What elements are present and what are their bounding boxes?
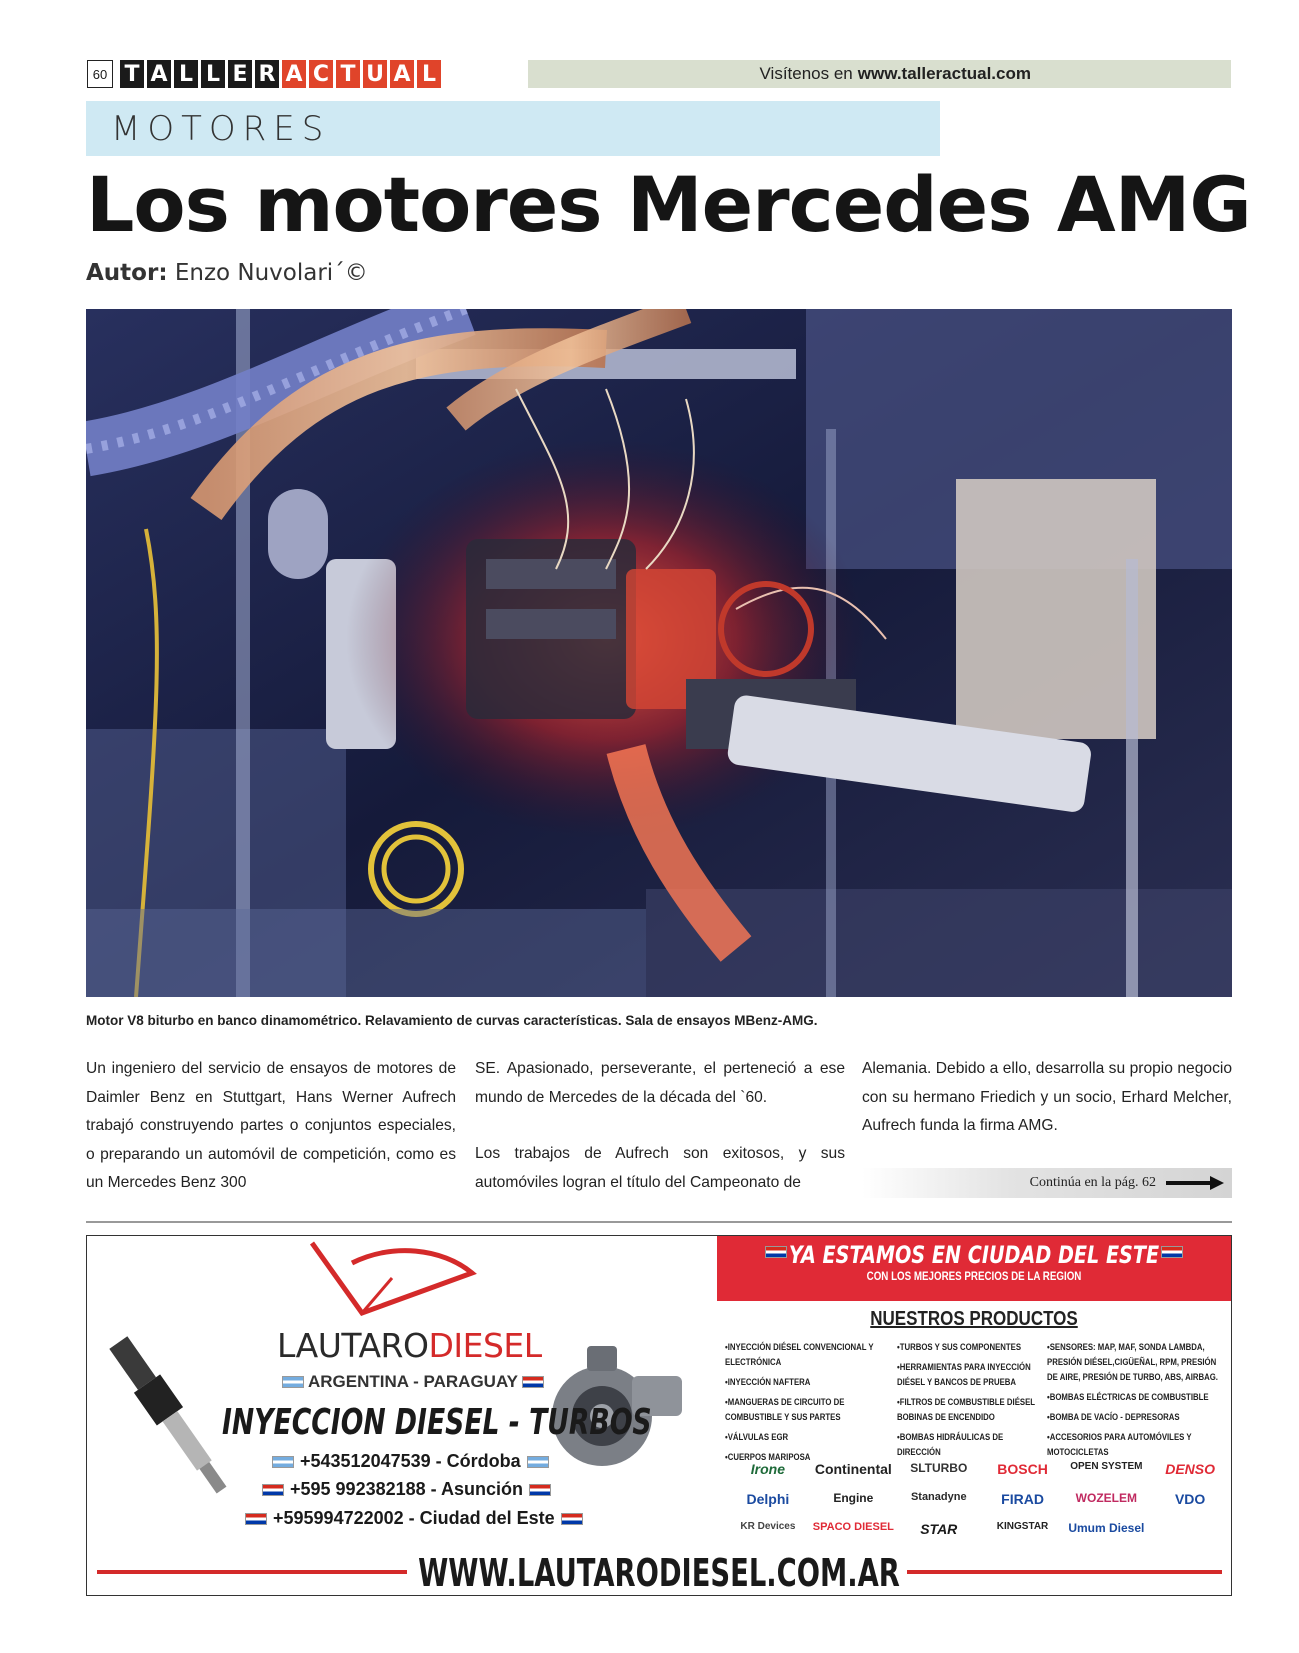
visit-prefix: Visítenos en [759,64,853,83]
products-column-3 [1047,1340,1219,1465]
page-number: 60 [87,60,113,88]
logo-letter: A [282,60,306,88]
product-item: •BOMBAS ELÉCTRICAS DE COMBUSTIBLE [1047,1392,1209,1403]
magazine-logo[interactable] [120,60,441,88]
products-column-2 [897,1340,1045,1465]
brand-logo: Irone [750,1461,785,1477]
injector-icon [107,1326,237,1516]
product-item: •INYECCIÓN DIÉSEL CONVENCIONAL Y ELECTRÓNICA [725,1342,874,1368]
ad-url-link[interactable]: WWW.LAUTARODIESEL.COM.AR [418,1551,900,1595]
brand-logo: Delphi [746,1491,790,1507]
photo-caption: Motor V8 biturbo en banco dinamométrico. Relavamiento de curvas características. Sala de ensayos MBenz-AMG. [86,1013,818,1028]
phone-text: +543512047539 - Córdoba [300,1451,521,1471]
logo-letter: L [174,60,198,88]
logo-letter: R [255,60,279,88]
logo-letter: L [201,60,225,88]
flag-paraguay-icon [522,1376,544,1388]
logo-letter: L [417,60,441,88]
ad-right-panel [717,1236,1231,1536]
brand-logo: WOZELEM [1075,1491,1137,1505]
brand-logo: VDO [1174,1491,1206,1507]
phone-cordoba[interactable] [272,1451,549,1472]
product-item: •VÁLVULAS EGR [725,1432,789,1443]
logo-letter: C [309,60,333,88]
phone-asuncion[interactable] [262,1479,551,1500]
ad-banner [717,1236,1231,1301]
flag-paraguay-icon [262,1484,284,1496]
divider [86,1221,1232,1223]
product-item: •FILTROS DE COMBUSTIBLE DIÉSEL BOBINAS DE ENCENDIDO [897,1397,1035,1423]
logo-letter: E [228,60,252,88]
brand-logo: BOSCH [997,1461,1048,1477]
engine-dyno-photo [86,309,1232,997]
lautaro-diesel-ad[interactable] [86,1235,1232,1596]
product-item: •CUERPOS MARIPOSA [725,1452,811,1463]
product-item: •ACCESORIOS PARA AUTOMÓVILES Y MOTOCICLETAS [1047,1432,1192,1458]
brand-logo: Stanadyne [910,1491,967,1503]
section-label: MOTORES [111,109,331,149]
flag-paraguay-icon [561,1513,583,1525]
products-title: NUESTROS PRODUCTOS [870,1308,1078,1330]
phone-text: +595994722002 - Ciudad del Este [273,1508,555,1528]
article-column-1 [86,1055,456,1198]
brand-logo: DENSO [1165,1461,1215,1477]
brand-logo: Engine [833,1491,874,1505]
paragraph: Los trabajos de Aufrech son exitosos, y sus automóviles logran el título del Campeonato de [475,1145,845,1191]
paragraph: Un ingeniero del servicio de ensayos de motores de Daimler Benz en Stuttgart, Hans Werner Aufrech trabajó construyendo partes o conjuntos especiales, o preparando un automóvil de competición, como es un Mercedes Benz 300 [86,1060,456,1191]
visit-url-link[interactable]: www.talleractual.com [857,64,1031,83]
brand-part: DIESEL [428,1326,542,1365]
ad-countries [282,1372,544,1392]
author-name: Enzo Nuvolari´© [174,260,368,286]
brand-logo: OPEN SYSTEM [1070,1461,1143,1472]
visit-bar [528,60,1231,88]
product-item: •HERRAMIENTAS PARA INYECCIÓN DIÉSEL Y BANCOS DE PRUEBA [897,1362,1031,1388]
arrow-right-icon [1166,1177,1224,1189]
flag-paraguay-icon [245,1513,267,1525]
author-label: Autor: [86,260,168,286]
phone-ciudad-del-este[interactable] [245,1508,583,1529]
products-column-1 [725,1340,881,1470]
brand-swoosh-icon [302,1238,482,1318]
brand-logo: SPACO DIESEL [812,1521,894,1533]
brand-logo: SLTURBO [910,1461,968,1475]
logo-letter: A [390,60,414,88]
product-item: •BOMBAS HIDRÁULICAS DE DIRECCIÓN [897,1432,1004,1458]
brand-logo: FIRAD [1001,1491,1044,1507]
phone-text: +595 992382188 - Asunción [290,1479,523,1499]
article-column-2 [475,1055,845,1197]
section-band [86,101,940,156]
brand-part: LAUTARO [277,1326,429,1365]
continue-page: 62 [1142,1175,1156,1190]
product-item: •INYECCIÓN NAFTERA [725,1377,811,1388]
product-item: •TURBOS Y SUS COMPONENTES [897,1342,1022,1353]
brand-logo: KINGSTAR [996,1521,1049,1532]
flag-argentina-icon [282,1376,304,1388]
product-item: •MANGUERAS DE CIRCUITO DE COMBUSTIBLE Y SUS PARTES [725,1397,845,1423]
continue-label: Continúa en la pág. [1029,1175,1139,1190]
paragraph: Alemania. Debido a ello, desarrolla su propio negocio con su hermano Friedich y un socio, Erhard Melcher, Aufrech funda la firma AMG. [862,1060,1232,1134]
brand-logo: Umum Diesel [1068,1521,1145,1535]
ad-slogan: INYECCION DIESEL - TURBOS [222,1402,652,1443]
banner-subtitle: CON LOS MEJORES PRECIOS DE LA REGION [866,1271,1082,1283]
logo-letter: T [120,60,144,88]
brand-logo: STAR [920,1521,958,1537]
ad-left-panel [87,1236,710,1536]
flag-argentina-icon [272,1456,294,1468]
brand-logo: Continental [814,1461,892,1477]
product-item: •BOMBA DE VACÍO - DEPRESORAS [1047,1412,1180,1423]
product-item: •SENSORES: MAP, MAF, SONDA LAMBDA, PRESIÓN DIÉSEL,CIGÜEÑAL, RPM, PRESIÓN DE AIRE, PRESIÓN DE TURBO, ABS, AIRBAG. [1047,1342,1218,1383]
logo-letter: A [147,60,171,88]
byline [86,260,368,286]
brand-logos [729,1461,1229,1537]
countries-label: ARGENTINA - PARAGUAY [308,1372,518,1391]
article-column-3 [862,1055,1232,1141]
paragraph: SE. Apasionado, perseverante, el perteneció a ese mundo de Mercedes de la década del `60. [475,1060,845,1106]
logo-letter: T [336,60,360,88]
flag-paraguay-icon [529,1484,551,1496]
brand-logo: KR Devices [740,1521,796,1532]
continue-link[interactable] [862,1168,1232,1198]
article-title: Los motores Mercedes AMG [86,160,1251,249]
ad-brand-name [277,1326,542,1365]
flag-argentina-icon [527,1456,549,1468]
logo-letter: U [363,60,387,88]
engine-photo-illustration [86,309,1232,997]
banner-title: YA ESTAMOS EN CIUDAD DEL ESTE [788,1241,1160,1269]
